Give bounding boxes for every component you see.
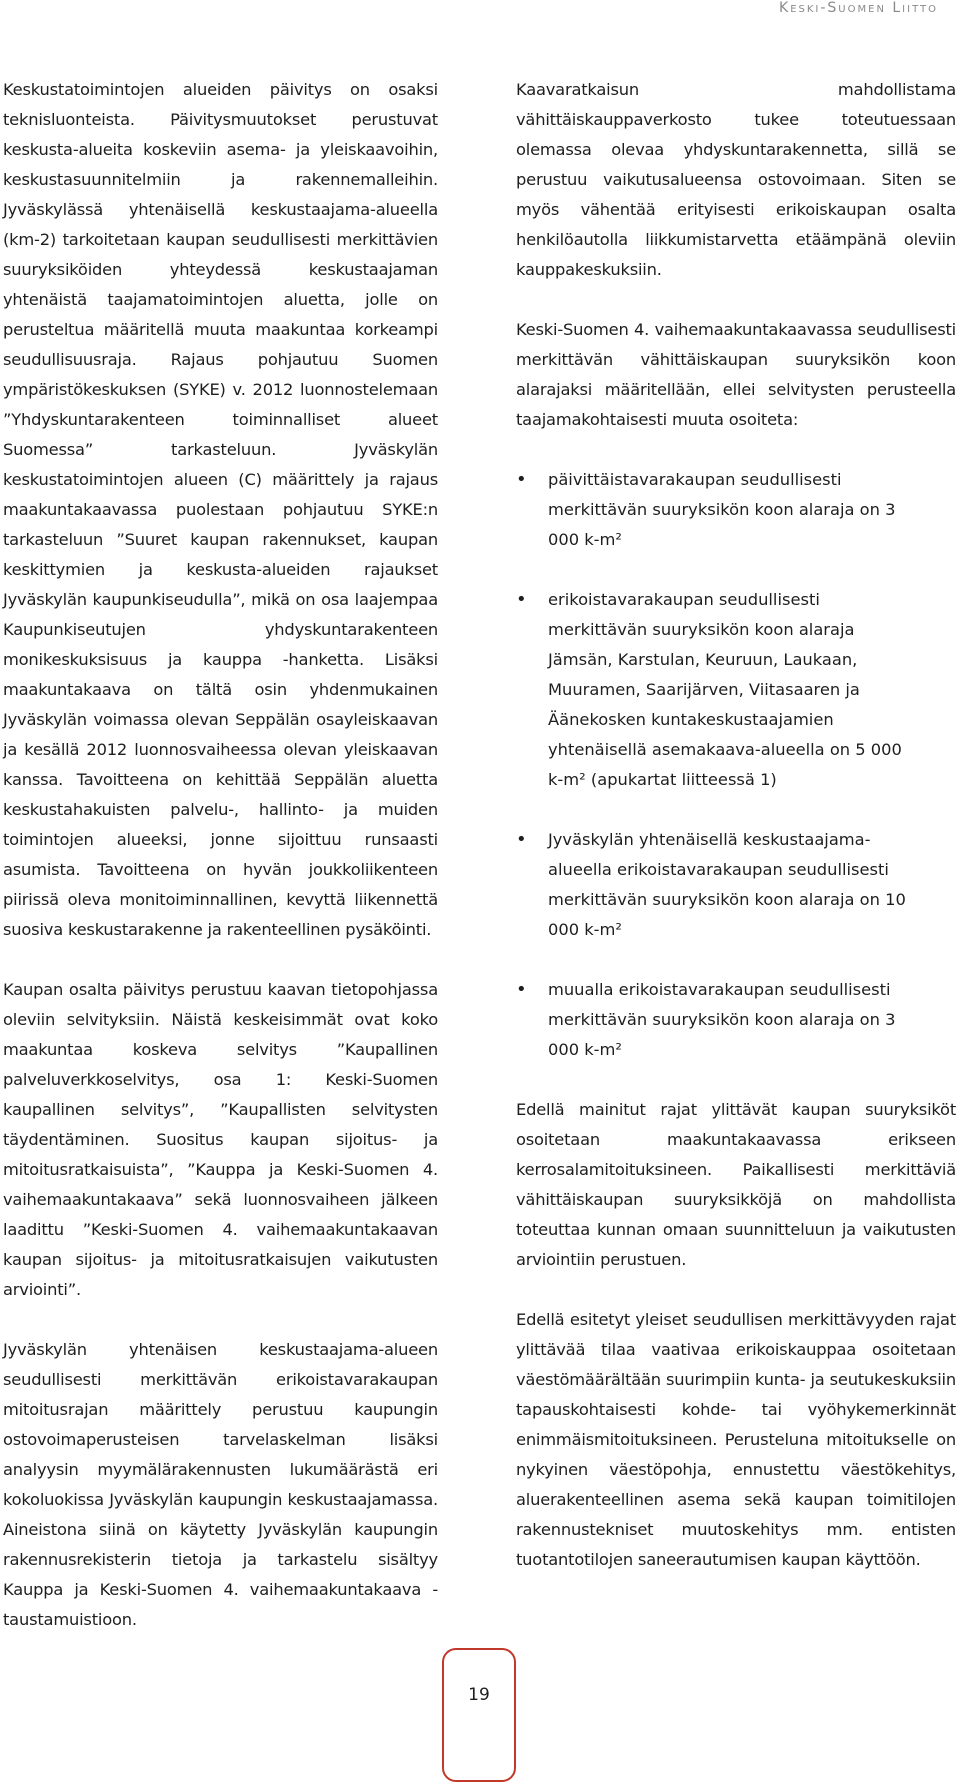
body-paragraph: Kaupan osalta päivitys perustuu kaavan tietopohjassa oleviin selvityksiin. Näistä keskeisimmät ovat koko maakuntaa koskeva selvitys ”Kaupallinen palveluverkkoselvitys, osa 1: Keski-Suomen kaupallinen selvitys”, ”Kaupallisten selvitysten täydentäminen. Suositus kaupan sijoitus- ja mitoitusratkaisuista”, ”Kauppa ja Keski-Suomen 4. vaihemaakuntakaava” sekä luonnosvaiheen jälkeen laadittu ”Keski-Suomen 4. vaihemaakuntakaavan kaupan sijoitus- ja mitoitusratkaisujen vaikutusten arviointi”. xyxy=(3,980,438,1299)
list-item: • erikoistavarakaupan seudullisesti merkittävän suuryksikön koon alaraja Jämsän, Karstulan, Keuruun, Laukaan, Muuramen, Saarijärven, Viitasaaren ja Äänekosken kuntakeskustaajamien yhtenäisellä asemakaava-alueella on 5 000 k-m² (apukartat liitteessä 1) xyxy=(516,585,956,795)
body-paragraph: Keski-Suomen 4. vaihemaakuntakaavassa seudullisesti merkittävän vähittäiskaupan suuryksikön koon alarajaksi määritellään, ellei selvitysten perusteella taajamakohtaisesti muuta osoiteta: xyxy=(516,320,956,429)
body-paragraph: Jyväskylän yhtenäisen keskustaajama-alueen seudullisesti merkittävän erikoistavarakaupan mitoitusrajan määrittely perustuu kaupungin ostovoimaperusteisen tarvelaskelman lisäksi analyysin myymälärakennusten lukumäärästä eri kokoluokissa Jyväskylän kaupungin keskustaajamassa. Aineistona siinä on käytetty Jyväskylän kaupungin rakennusrekisterin tietoja ja tarkastelu sisältyy Kauppa ja Keski-Suomen 4. vaihemaakuntakaava -taustamuistioon. xyxy=(3,1340,438,1629)
body-paragraph: Edellä esitetyt yleiset seudullisen merkittävyyden rajat ylittävää tilaa vaativaa erikoiskauppaa osoitetaan väestömäärältään suurimpiin kunta- ja seutukeskuksiin tapauskohtaisesti kohde- tai vyöhykemerkinnät enimmäismitoituksineen. Perusteluna mitoitukselle on nykyinen väestöpohja, ennustettu väestökehitys, aluerakenteellinen asema sekä kaupan toimitilojen rakennustekniset muutoskehitys mm. entisten tuotantotilojen saneerautumisen kaupan käyttöön. xyxy=(516,1310,956,1569)
list-item: • päivittäistavarakaupan seudullisesti merkittävän suuryksikön koon alaraja on 3 000 k-m² xyxy=(516,465,956,555)
right-column xyxy=(516,75,956,1605)
bullet-list xyxy=(516,465,956,1065)
list-item: • muualla erikoistavarakaupan seudullisesti merkittävän suuryksikön koon alaraja on 3 000 k-m² xyxy=(516,975,956,1065)
page-number-tab xyxy=(442,1648,516,1782)
body-paragraph: Keskustatoimintojen alueiden päivitys on osaksi teknisluonteista. Päivitysmuutokset perustuvat keskusta-alueita koskeviin asema- ja yleiskaavoihin, keskustasuunnitelmiin ja rakennemalleihin. Jyväskylässä yhtenäisellä keskustaajama-alueella (km-2) tarkoitetaan kaupan seudullisesti merkittävien suuryksiköiden yhteydessä keskustaajaman yhtenäistä taajamatoimintojen aluetta, jolle on perusteltua määritellä muuta maakuntaa korkeampi seudullisuusraja. Rajaus pohjautuu Suomen ympäristökeskuksen (SYKE) v. 2012 luonnostelemaan ”Yhdyskuntarakenteen toiminnalliset alueet Suomessa” tarkasteluun. Jyväskylän keskustatoimintojen alueen (C) määrittely ja rajaus maakuntakaavassa puolestaan pohjautuu SYKE:n tarkasteluun ”Suuret kaupan rakennukset, kaupan keskittymien ja keskusta-alueiden rajaukset Jyväskylän kaupunkiseudulla”, mikä on osa laajempaa Kaupunkiseutujen yhdyskuntarakenteen monikeskuksisuus ja kauppa -hanketta. Lisäksi maakuntakaava on tältä osin yhdenmukainen Jyväskylän voimassa olevan Seppälän osayleiskaavan ja kesällä 2012 luonnosvaiheessa olevan yleiskaavan kanssa. Tavoitteena on kehittää Seppälän aluetta keskustahakuisten palvelu-, hallinto- ja muiden toimintojen alueeksi, jonne sijoittuu runsaasti asumista. Tavoitteena on hyvän joukkoliikenteen piirissä oleva monitoiminnallinen, kevyttä liikennettä suosiva keskustarakenne ja rakenteellinen pysäköinti. xyxy=(3,80,438,939)
list-item: • Jyväskylän yhtenäisellä keskustaajama-alueella erikoistavarakaupan seudullisesti merkittävän suuryksikön koon alaraja on 10 000 k-m² xyxy=(516,825,956,945)
body-paragraph: Kaavaratkaisun mahdollistama vähittäiskauppaverkosto tukee toteutuessaan olemassa olevaa yhdyskuntarakennetta, sillä se perustuu vaikutusalueensa ostovoimaan. Siten se myös vähentää erityisesti erikoiskaupan osalta henkilöautolla liikkumistarvetta etäämpänä oleviin kauppakeskuksiin. xyxy=(516,80,956,279)
running-header: Keski-Suomen Liitto xyxy=(779,0,938,16)
body-paragraph: Edellä mainitut rajat ylittävät kaupan suuryksiköt osoitetaan maakuntakaavassa erikseen kerrosalamitoituksineen. Paikallisesti merkittäviä vähittäiskaupan suuryksikköjä on mahdollista toteuttaa kunnan omaan suunnitteluun ja vaikutusten arviointiin perustuen. xyxy=(516,1100,956,1269)
left-column xyxy=(3,75,438,1665)
page-number: 19 xyxy=(468,1685,490,1705)
